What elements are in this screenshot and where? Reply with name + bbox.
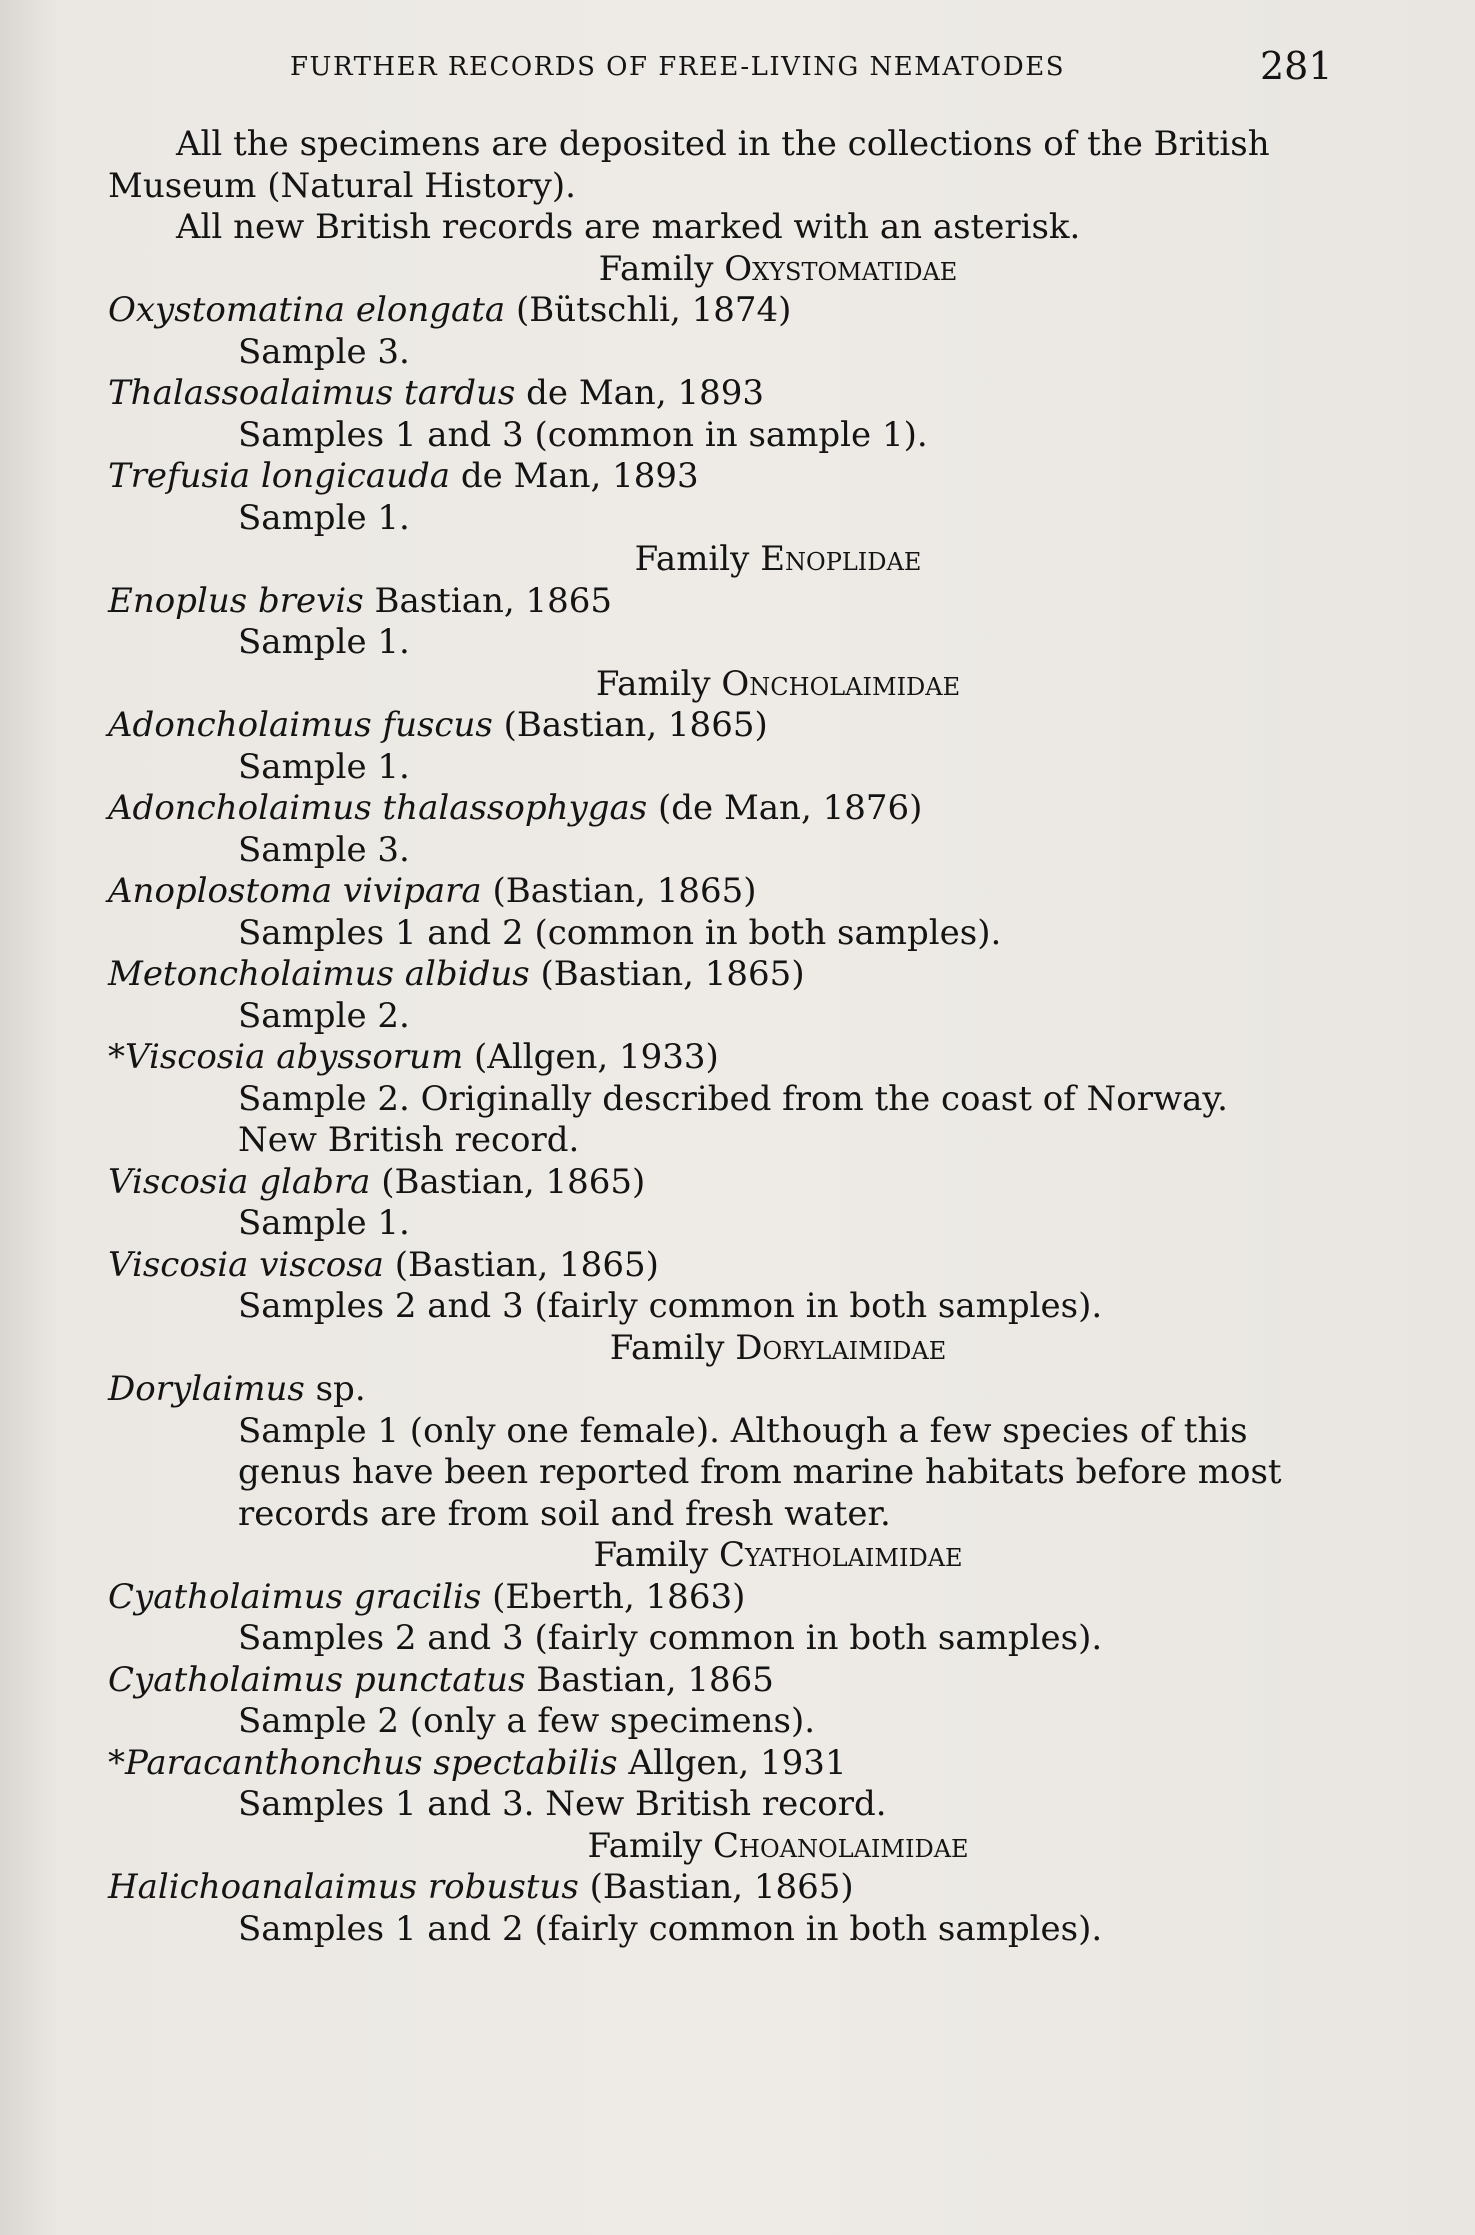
sample-note: Sample 1 (only one female). Although a few species of this bbox=[238, 1410, 1248, 1451]
species-entry bbox=[108, 581, 1333, 623]
species-authority: (Bastian, 1865) bbox=[394, 1244, 659, 1285]
sample-note: Sample 1. bbox=[238, 622, 410, 662]
sample-note: Sample 2 (only a few specimens). bbox=[238, 1701, 816, 1741]
family-heading bbox=[108, 249, 1333, 291]
species-name: Cyatholaimus punctatus bbox=[108, 1659, 526, 1700]
species-entry bbox=[108, 373, 1333, 415]
species-authority: Allgen, 1931 bbox=[628, 1742, 847, 1783]
family-name: Dorylaimidae bbox=[735, 1327, 947, 1368]
family-heading bbox=[108, 1328, 1333, 1370]
sample-note: Samples 1 and 3 (common in sample 1). bbox=[238, 414, 928, 455]
sample-note: Sample 1. bbox=[238, 497, 410, 538]
species-authority: de Man, 1893 bbox=[460, 456, 699, 496]
species-authority: (Bastian, 1865) bbox=[503, 705, 768, 745]
species-name: *Paracanthonchus spectabilis bbox=[108, 1742, 618, 1783]
species-authority: (Bütschli, 1874) bbox=[516, 290, 792, 330]
sample-note: records are from soil and fresh water. bbox=[238, 1493, 891, 1534]
sample-note: Samples 1 and 3. New British record. bbox=[238, 1784, 887, 1824]
species-authority: (de Man, 1876) bbox=[658, 788, 923, 828]
intro-paragraph: All new British records are marked with an asterisk. bbox=[176, 207, 1081, 247]
family-prefix: Family bbox=[634, 539, 750, 579]
sample-note: Samples 1 and 2 (common in both samples). bbox=[238, 912, 1002, 953]
sample-note: Sample 2. Originally described from the coast of Norway. bbox=[238, 1078, 1228, 1119]
species-authority: (Bastian, 1865) bbox=[589, 1867, 854, 1907]
species-name: Oxystomatina elongata bbox=[108, 290, 506, 330]
species-name: Cyatholaimus gracilis bbox=[108, 1576, 482, 1617]
family-prefix: Family bbox=[598, 248, 714, 289]
species-authority: Bastian, 1865 bbox=[374, 580, 613, 621]
family-prefix: Family bbox=[609, 1327, 725, 1368]
species-name: Dorylaimus bbox=[108, 1369, 305, 1409]
sample-note: Sample 2. bbox=[238, 995, 410, 1036]
species-entry bbox=[108, 1037, 1333, 1079]
species-name: Adoncholaimus fuscus bbox=[108, 705, 493, 745]
sample-note: genus have been reported from marine habitats before most bbox=[238, 1452, 1282, 1492]
sample-note: Samples 2 and 3 (fairly common in both samples). bbox=[238, 1618, 1103, 1658]
family-name: Oxystomatidae bbox=[724, 248, 958, 289]
species-authority: (Allgen, 1933) bbox=[474, 1037, 719, 1077]
species-name: Enoplus brevis bbox=[108, 580, 364, 621]
species-entry bbox=[108, 788, 1333, 830]
sample-note: Sample 1. bbox=[238, 1203, 410, 1243]
page-number: 281 bbox=[1260, 44, 1333, 88]
species-authority: (Bastian, 1865) bbox=[540, 954, 805, 994]
sample-note: New British record. bbox=[238, 1120, 580, 1160]
page-body bbox=[108, 124, 1333, 1950]
species-entry bbox=[108, 954, 1333, 996]
species-name: Anoplostoma vivipara bbox=[108, 871, 482, 911]
species-entry bbox=[108, 456, 1333, 498]
sample-note: Sample 1. bbox=[238, 746, 410, 787]
family-prefix: Family bbox=[595, 663, 711, 704]
family-heading bbox=[108, 664, 1333, 706]
species-entry bbox=[108, 705, 1333, 747]
family-name: Oncholaimidae bbox=[721, 663, 961, 704]
species-name: Halichoanalaimus robustus bbox=[108, 1867, 579, 1907]
species-entry bbox=[108, 290, 1333, 332]
species-entry bbox=[108, 1577, 1333, 1619]
species-authority: (Bastian, 1865) bbox=[381, 1161, 646, 1202]
species-name: *Viscosia abyssorum bbox=[108, 1037, 464, 1077]
family-heading bbox=[108, 539, 1333, 581]
sample-note: Samples 1 and 2 (fairly common in both samples). bbox=[238, 1908, 1103, 1949]
species-entry bbox=[108, 1660, 1333, 1702]
species-name: Adoncholaimus thalassophygas bbox=[108, 788, 648, 828]
species-authority: (Bastian, 1865) bbox=[492, 871, 757, 911]
sample-note: Samples 2 and 3 (fairly common in both samples). bbox=[238, 1286, 1103, 1326]
family-heading bbox=[108, 1826, 1333, 1868]
species-authority: Bastian, 1865 bbox=[536, 1659, 774, 1700]
intro-paragraph: All the specimens are deposited in the collections of the British Museum (Natural History). bbox=[108, 124, 1270, 206]
species-authority: sp. bbox=[315, 1369, 366, 1409]
family-heading bbox=[108, 1535, 1333, 1577]
family-name: Choanolaimidae bbox=[713, 1825, 969, 1866]
sample-note: Sample 3. bbox=[238, 829, 410, 870]
species-entry bbox=[108, 871, 1333, 913]
species-name: Thalassoalaimus tardus bbox=[108, 373, 516, 413]
species-name: Viscosia viscosa bbox=[108, 1244, 384, 1285]
family-name: Enoplidae bbox=[760, 539, 922, 579]
species-entry bbox=[108, 1369, 1333, 1411]
family-name: Cyatholaimidae bbox=[719, 1535, 963, 1575]
family-prefix: Family bbox=[593, 1535, 709, 1575]
family-prefix: Family bbox=[587, 1825, 703, 1866]
species-authority: de Man, 1893 bbox=[526, 373, 764, 413]
species-name: Trefusia longicauda bbox=[108, 456, 451, 496]
running-header: FURTHER RECORDS OF FREE-LIVING NEMATODES bbox=[290, 52, 1065, 82]
species-authority: (Eberth, 1863) bbox=[492, 1576, 746, 1617]
species-entry bbox=[108, 1162, 1333, 1204]
species-list bbox=[108, 249, 1333, 1951]
sample-note: Sample 3. bbox=[238, 331, 410, 372]
species-entry bbox=[108, 1245, 1333, 1287]
species-name: Metoncholaimus albidus bbox=[108, 954, 530, 994]
species-entry bbox=[108, 1743, 1333, 1785]
species-entry bbox=[108, 1867, 1333, 1909]
species-name: Viscosia glabra bbox=[108, 1161, 371, 1202]
